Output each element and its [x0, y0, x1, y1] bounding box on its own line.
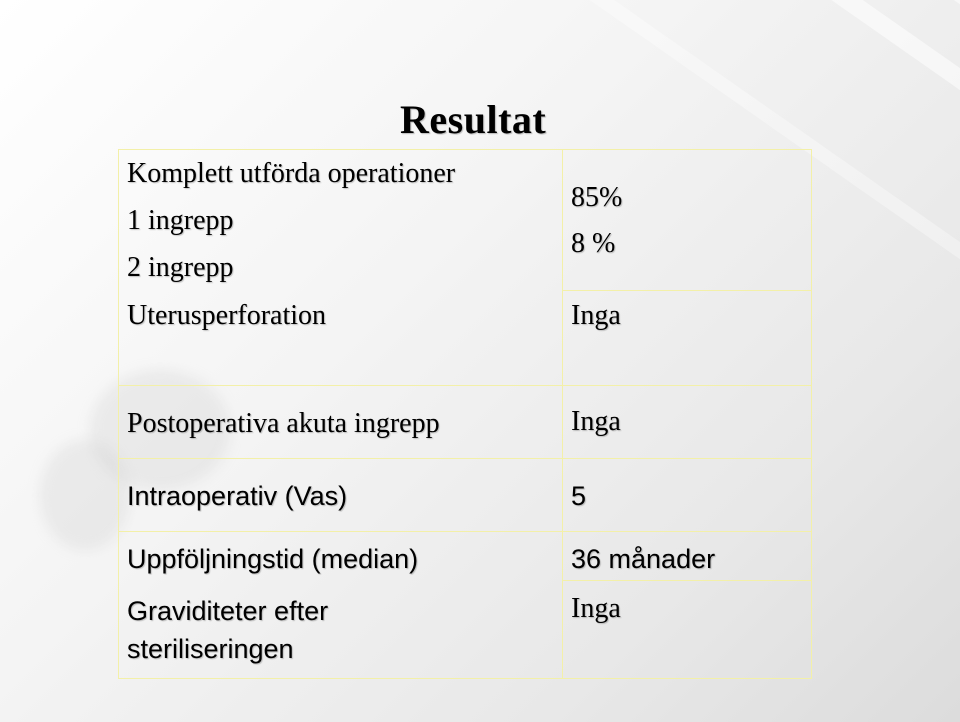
- table-border-bottom: [118, 678, 812, 679]
- background-streak: [292, 0, 960, 594]
- slide-title: Resultat: [400, 97, 547, 142]
- pregnancies-label-line2: steriliseringen: [127, 634, 294, 664]
- table-divider: [562, 580, 812, 581]
- one-procedure-value: 85%: [571, 182, 623, 213]
- postop-acute-value: Inga: [571, 406, 621, 437]
- table-divider: [562, 290, 812, 291]
- uterine-perforation-value: Inga: [571, 300, 621, 331]
- operations-header-label: Komplett utförda operationer: [127, 158, 456, 189]
- table-divider: [118, 458, 812, 459]
- background-streak: [594, 0, 960, 551]
- background-streak: [813, 0, 960, 553]
- one-procedure-label: 1 ingrepp: [127, 205, 234, 236]
- intraop-value: 5: [571, 481, 587, 511]
- background-figure: [40, 440, 130, 550]
- uterine-perforation-label: Uterusperforation: [127, 300, 327, 331]
- intraop-label: Intraoperativ (Vas): [127, 481, 348, 511]
- table-border-left: [118, 149, 119, 679]
- followup-label: Uppföljningstid (median): [127, 544, 419, 574]
- two-procedures-label: 2 ingrepp: [127, 252, 234, 283]
- pregnancies-label-line1: Graviditeter efter: [127, 596, 329, 626]
- pregnancies-value: Inga: [571, 593, 621, 624]
- table-divider: [118, 385, 812, 386]
- table-border-right: [811, 149, 812, 679]
- table-divider: [118, 531, 812, 532]
- table-column-divider: [562, 149, 563, 679]
- postop-acute-label: Postoperativa akuta ingrepp: [127, 408, 440, 439]
- followup-value: 36 månader: [571, 544, 716, 574]
- table-border-top: [118, 149, 812, 150]
- two-procedures-value: 8 %: [571, 228, 616, 259]
